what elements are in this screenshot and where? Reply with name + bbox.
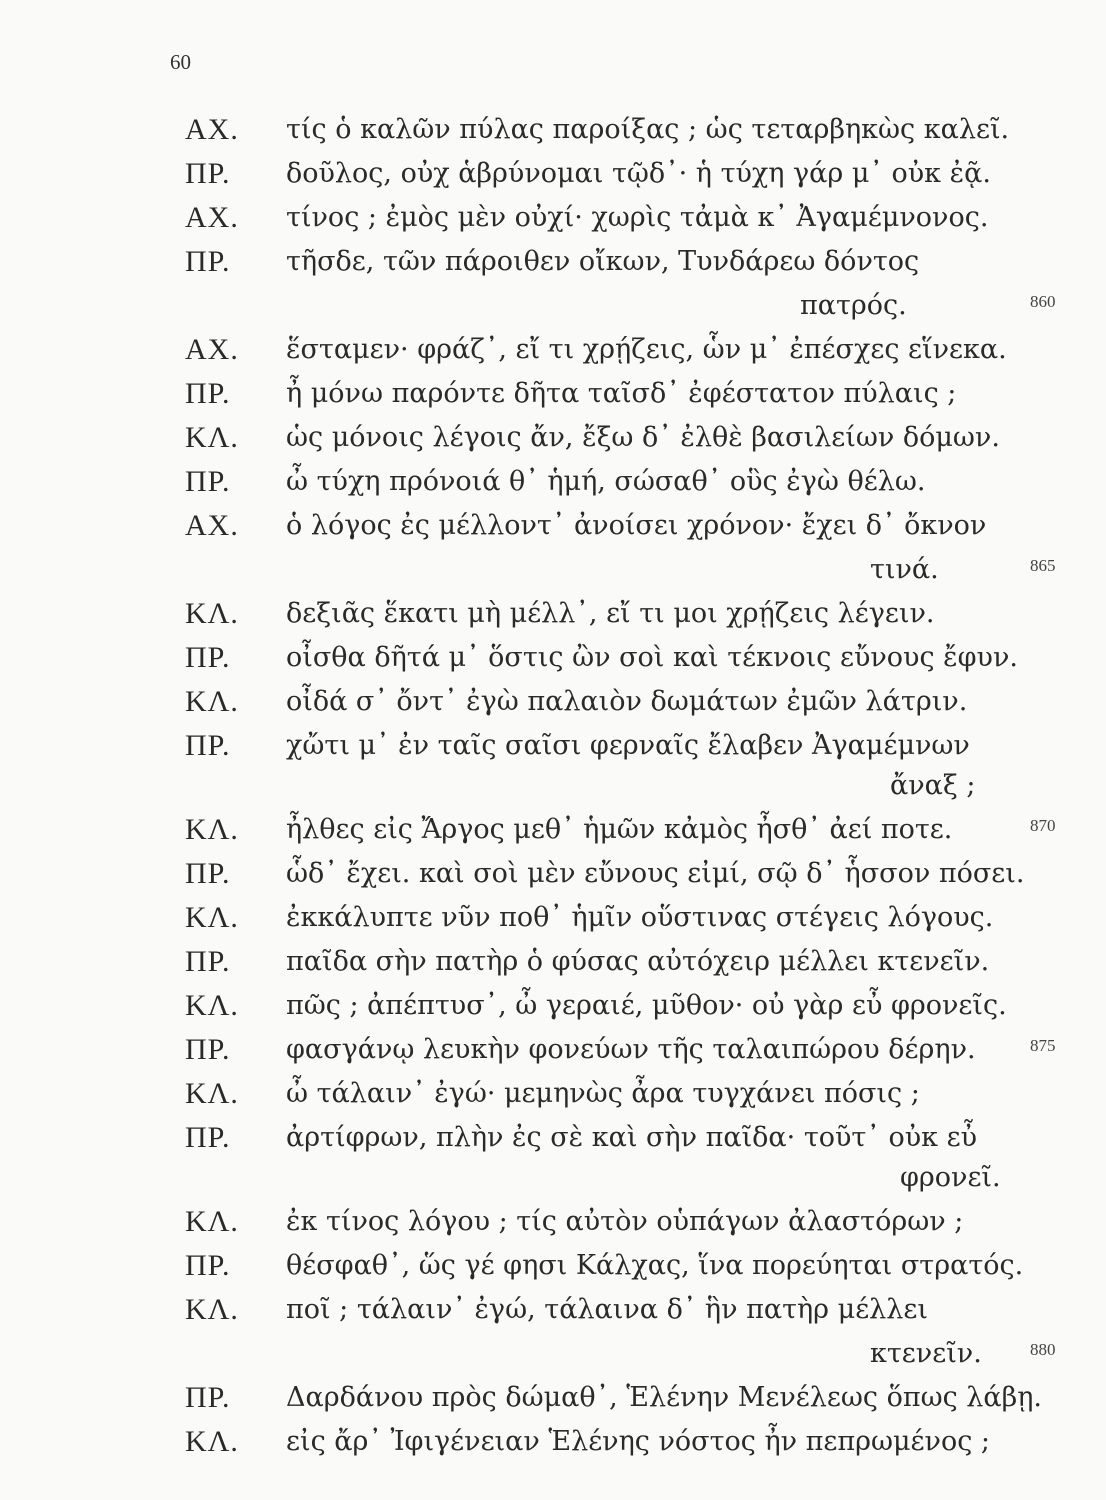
speaker-label: ΠΡ. [185,641,231,674]
verse-text: οἶσθα δῆτά μ᾽ ὅστις ὢν σοὶ καὶ τέκνοις εὔνους ἔφυν. [286,642,1018,673]
verse-continuation [0,286,1106,330]
verse-line [0,854,1106,898]
page-number: 60 [170,50,191,74]
verse-line [0,942,1106,986]
speaker-label: ΠΡ. [185,465,231,498]
verse-line [0,1074,1106,1118]
verse-text: θέσφαθ᾽, ὥς γέ φησι Κάλχας, ἵνα πορεύηται στρατός. [286,1250,1024,1281]
speaker-label: ΚΛ. [185,813,239,846]
verse-line [0,726,1106,770]
verse-line [0,330,1106,374]
speaker-label: ΠΡ. [185,1121,231,1154]
verse-line [0,1246,1106,1290]
verse-text: ἐκ τίνος λόγου ; τίς αὐτὸν οὑπάγων ἀλαστόρων ; [286,1206,964,1237]
verse-line [0,810,1106,854]
line-number: 880 [1030,1340,1056,1359]
verse-line [0,506,1106,550]
verse-line [0,1202,1106,1246]
verse-continuation [0,1334,1106,1378]
line-number: 865 [1030,556,1056,575]
verse-line [0,1290,1106,1334]
verse-text: ὦ τάλαιν᾽ ἐγώ· μεμηνὼς ἆρα τυγχάνει πόσις ; [286,1078,920,1109]
verse-text: ποῖ ; τάλαιν᾽ ἐγώ, τάλαινα δ᾽ ἣν πατὴρ μέλλει [286,1294,928,1325]
verse-text: Δαρδάνου πρὸς δώμαθ᾽, Ἑλένην Μενέλεως ὅπως λάβῃ. [286,1382,1042,1413]
speaker-label: ΠΡ. [185,157,231,190]
verse-line [0,242,1106,286]
continuation-text: φρονεῖ. [900,1162,1001,1193]
speaker-label: ΚΛ. [185,1077,239,1110]
verse-line [0,198,1106,242]
verse-continuation [0,550,1106,594]
verse-text: ἀρτίφρων, πλὴν ἐς σὲ καὶ σὴν παῖδα· τοῦτ᾽ οὐκ εὖ [286,1122,977,1153]
speaker-label: ΠΡ. [185,857,231,890]
verse-text: ὦ τύχη πρόνοιά θ᾽ ἡμή, σώσαθ᾽ οὓς ἐγὼ θέλω. [286,466,926,497]
speaker-label: ΠΡ. [185,1381,231,1414]
verse-line [0,1378,1106,1422]
verse-text: ἦλθες εἰς Ἄργος μεθ᾽ ἡμῶν κἀμὸς ἦσθ᾽ ἀεί ποτε. [286,814,953,845]
verse-text: τίνος ; ἐμὸς μὲν οὐχί· χωρὶς τἀμὰ κ᾽ Ἀγαμέμνονος. [286,202,989,233]
verse-text: πῶς ; ἀπέπτυσ᾽, ὦ γεραιέ, μῦθον· οὐ γὰρ εὖ φρονεῖς. [286,990,1007,1021]
verse-line [0,110,1106,154]
speaker-label: ΑΧ. [185,201,239,234]
speaker-label: ΠΡ. [185,945,231,978]
speaker-label: ΚΛ. [185,685,239,718]
verse-continuation [0,1158,1106,1202]
verse-text: ἐκκάλυπτε νῦν ποθ᾽ ἡμῖν οὕστινας στέγεις λόγους. [286,902,994,933]
speaker-label: ΚΛ. [185,1205,239,1238]
continuation-text: τινά. [870,554,939,585]
speaker-label: ΚΛ. [185,989,239,1022]
verse-line [0,986,1106,1030]
speaker-label: ΠΡ. [185,1033,231,1066]
verse-line [0,154,1106,198]
verse-text: ἕσταμεν· φράζ᾽, εἴ τι χρῄζεις, ὧν μ᾽ ἐπέσχες εἵνεκα. [286,334,1007,365]
verse-text: φασγάνῳ λευκὴν φονεύων τῆς ταλαιπώρου δέρην. [286,1034,976,1065]
verse-text: εἰς ἄρ᾽ Ἰφιγένειαν Ἑλένης νόστος ἦν πεπρωμένος ; [286,1426,991,1457]
verse-line [0,682,1106,726]
speaker-label: ΠΡ. [185,729,231,762]
verse-text: τίς ὁ καλῶν πύλας παροίξας ; ὡς τεταρβηκὼς καλεῖ. [286,114,1010,145]
verse-line [0,462,1106,506]
line-number: 860 [1030,292,1056,311]
verse-line [0,1118,1106,1162]
speaker-label: ΑΧ. [185,333,239,366]
speaker-label: ΠΡ. [185,1249,231,1282]
line-number: 875 [1030,1036,1056,1055]
speaker-label: ΑΧ. [185,509,239,542]
verse-text: δοῦλος, οὐχ ἁβρύνομαι τῷδ᾽· ἡ τύχη γάρ μ᾽ οὐκ ἐᾷ. [286,158,991,189]
speaker-label: ΚΛ. [185,1293,239,1326]
verse-text: ἦ μόνω παρόντε δῆτα ταῖσδ᾽ ἐφέστατον πύλαις ; [286,378,957,409]
verse-text: τῆσδε, τῶν πάροιθεν οἴκων, Τυνδάρεω δόντος [286,246,920,277]
verse-text: παῖδα σὴν πατὴρ ὁ φύσας αὐτόχειρ μέλλει κτενεῖν. [286,946,990,977]
verse-line [0,898,1106,942]
verse-line [0,374,1106,418]
verse-text: ὡς μόνοις λέγοις ἄν, ἔξω δ᾽ ἐλθὲ βασιλείων δόμων. [286,422,1000,453]
verse-line [0,594,1106,638]
speaker-label: ΚΛ. [185,901,239,934]
line-number: 870 [1030,816,1056,835]
verse-text: ὁ λόγος ἐς μέλλοντ᾽ ἀνοίσει χρόνον· ἔχει δ᾽ ὄκνον [286,510,987,541]
verse-line [0,638,1106,682]
verse-line [0,1422,1106,1466]
speaker-label: ΑΧ. [185,113,239,146]
speaker-label: ΚΛ. [185,421,239,454]
verse-text: οἶδά σ᾽ ὄντ᾽ ἐγὼ παλαιὸν δωμάτων ἐμῶν λάτριν. [286,686,968,717]
speaker-label: ΚΛ. [185,597,239,630]
continuation-text: πατρός. [800,290,907,321]
verse-continuation [0,766,1106,810]
verse-line [0,418,1106,462]
verse-text: δεξιᾶς ἕκατι μὴ μέλλ᾽, εἴ τι μοι χρῄζεις λέγειν. [286,598,935,629]
speaker-label: ΚΛ. [185,1425,239,1458]
continuation-text: κτενεῖν. [870,1338,982,1369]
speaker-label: ΠΡ. [185,377,231,410]
continuation-text: ἄναξ ; [890,770,976,801]
verse-text: χὤτι μ᾽ ἐν ταῖς σαῖσι φερναῖς ἔλαβεν Ἀγαμέμνων [286,730,970,761]
verse-text: ὧδ᾽ ἔχει. καὶ σοὶ μὲν εὔνους εἰμί, σῷ δ᾽ ἧσσον πόσει. [286,858,1025,889]
verse-line [0,1030,1106,1074]
speaker-label: ΠΡ. [185,245,231,278]
